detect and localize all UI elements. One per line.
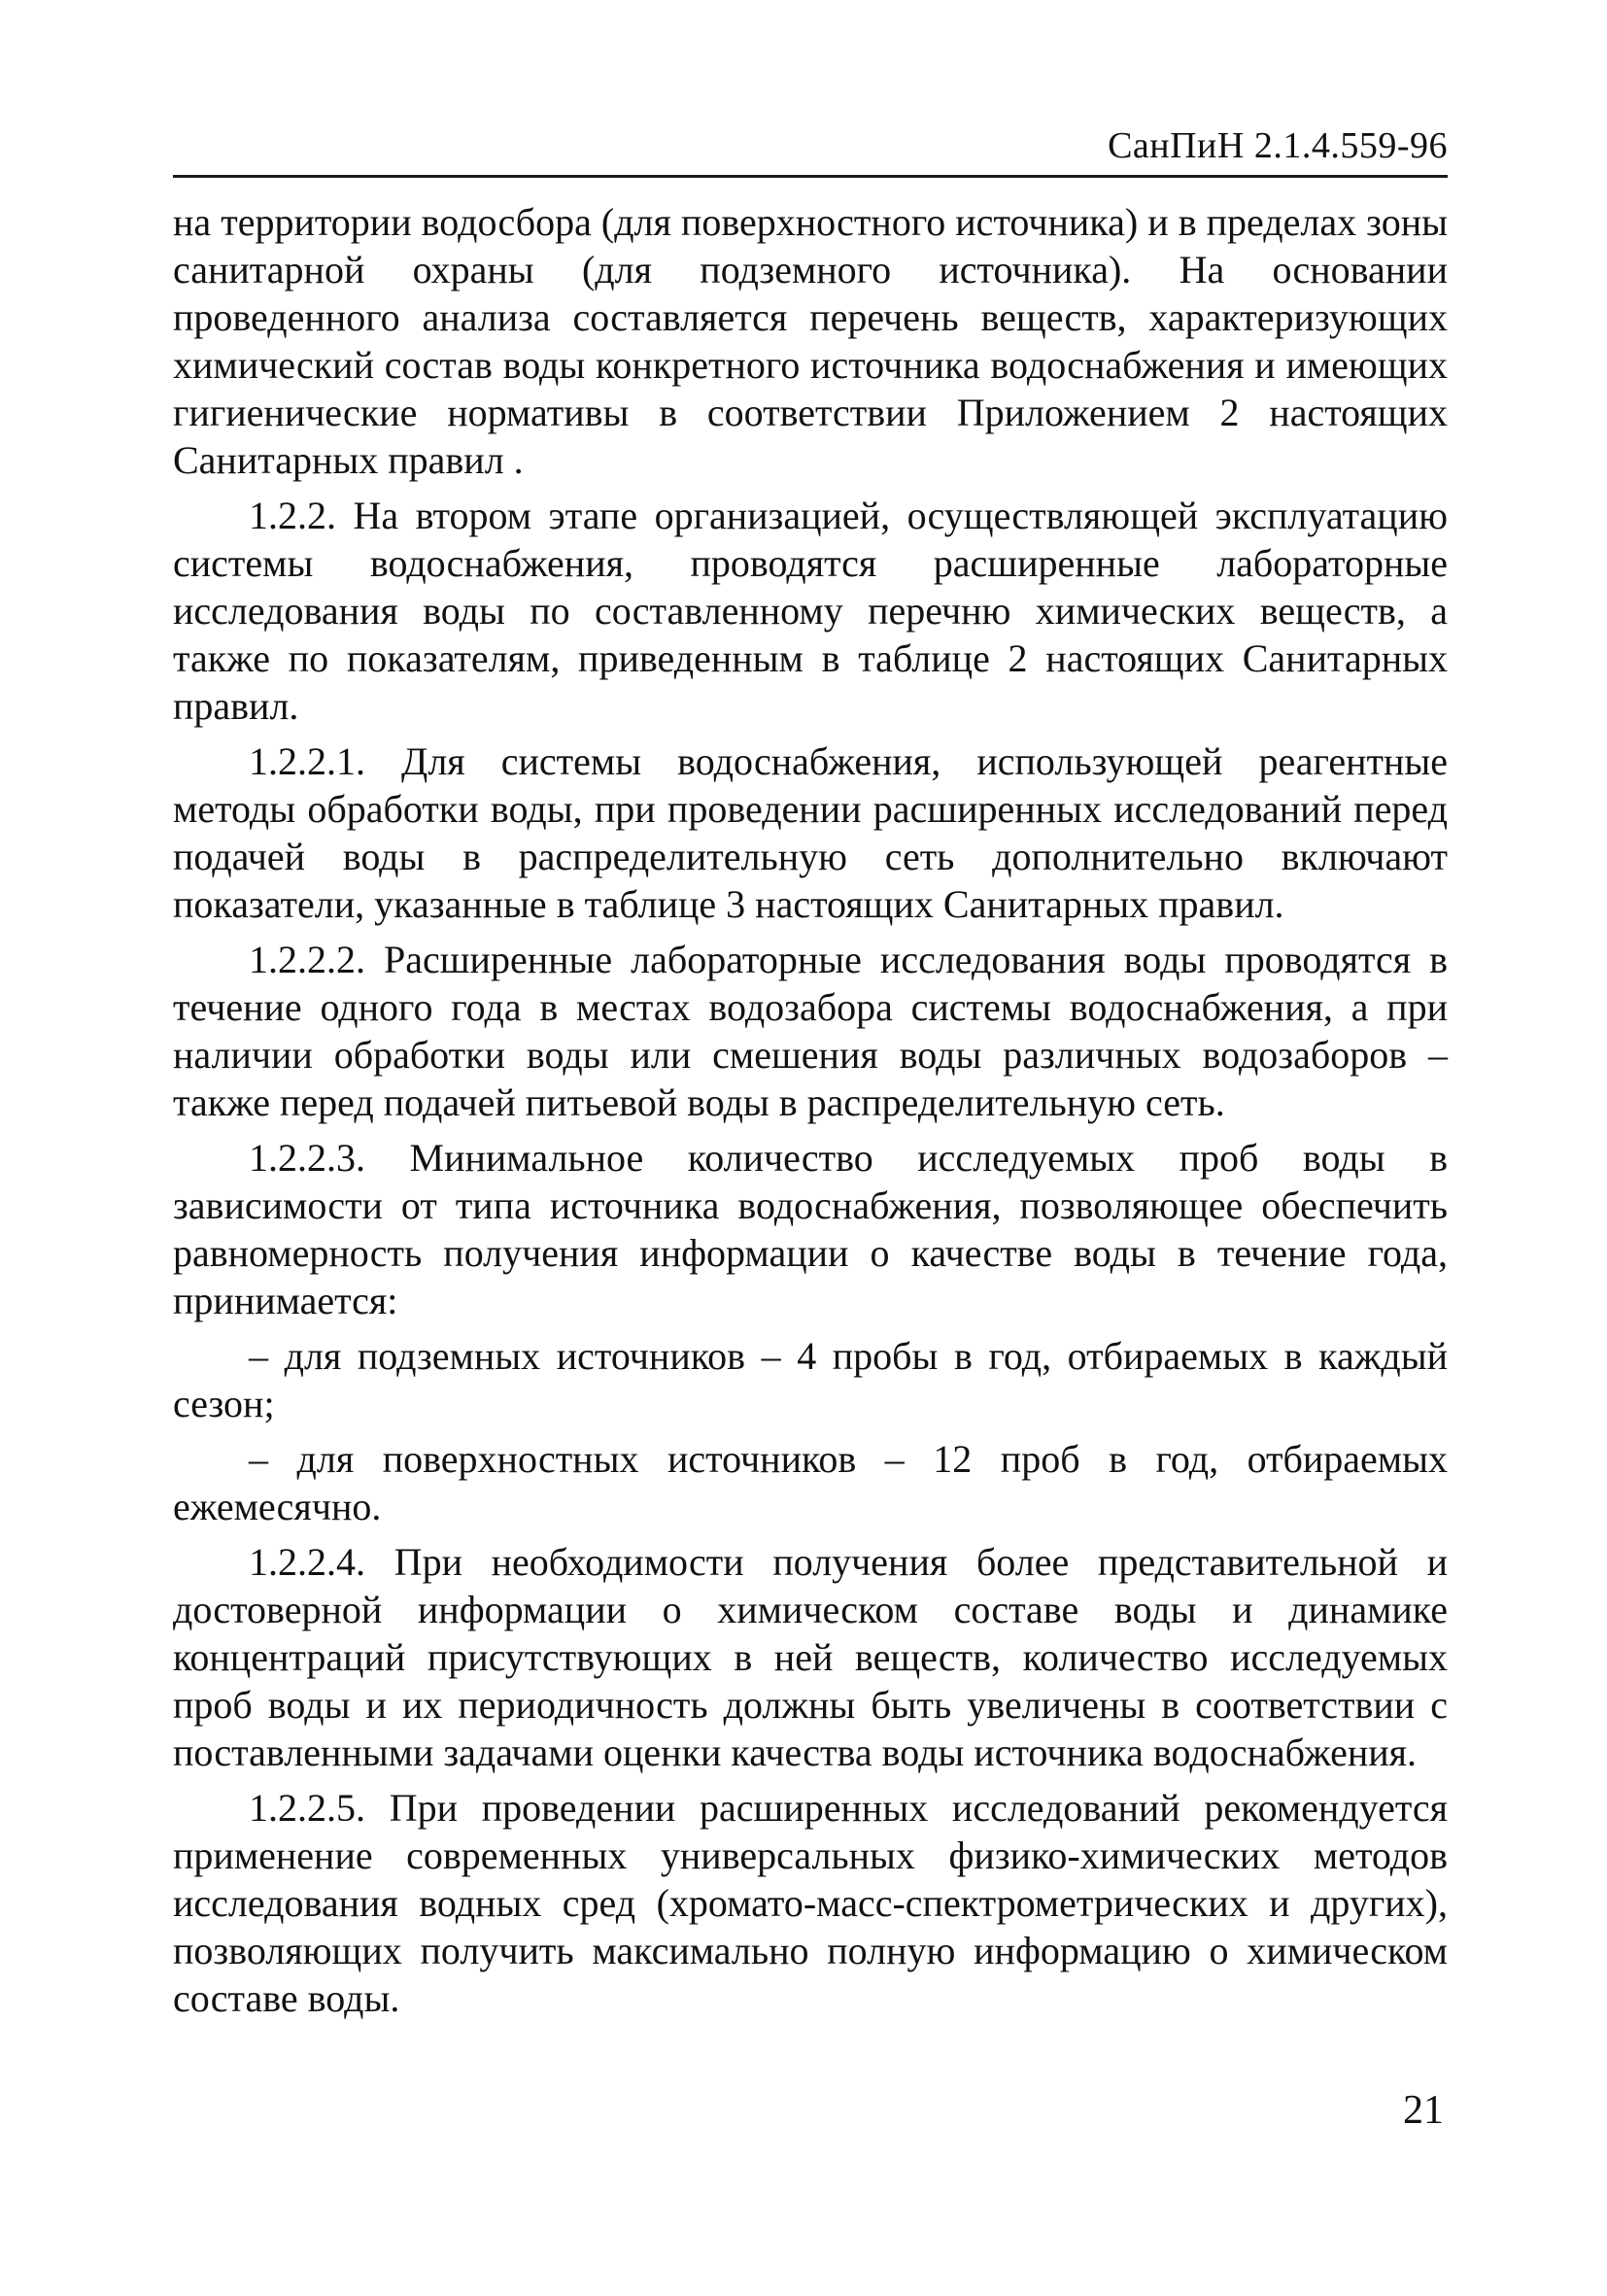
body-text	[173, 198, 1448, 2030]
page-number: 21	[1403, 2088, 1444, 2133]
list-item-underground-sources: – для подземных источников – 4 пробы в год, отбираемых в каждый сезон;	[173, 1334, 1448, 1425]
document-code: СанПиН 2.1.4.559-96	[1108, 125, 1448, 166]
paragraph-1-2-2-3: 1.2.2.3. Минимальное количество исследуемых проб воды в зависимости от типа источника водоснабжения, позволяющее обеспечить равномерность получения информации о качестве воды в течение года, принимается:	[173, 1136, 1448, 1322]
list-item-surface-sources: – для поверхностных источников – 12 проб в год, отбираемых ежемесячно.	[173, 1437, 1448, 1528]
running-header	[173, 117, 1448, 178]
paragraph-continuation: на территории водосбора (для поверхностного источника) и в пределах зоны санитарной охраны (для подземного источника). На основании проведенного анализа составляется перечень веществ, характеризующих химический состав воды конкретного источника водоснабжения и имеющих гигиенические нормативы в соответствии Приложением 2 настоящих Санитарных правил .	[173, 200, 1448, 482]
paragraph-1-2-2-1: 1.2.2.1. Для системы водоснабжения, использующей реагентные методы обработки воды, при проведении расширенных исследований перед подачей воды в распределительную сеть дополнительно включают показатели, указанные в таблице 3 настоящих Санитарных правил.	[173, 739, 1448, 926]
paragraph-1-2-2-2: 1.2.2.2. Расширенные лабораторные исследования воды проводятся в течение одного года в местах водозабора системы водоснабжения, а при наличии обработки воды или смешения воды различных водозаборов – также перед подачей питьевой воды в распределительную сеть.	[173, 938, 1448, 1124]
paragraph-1-2-2-4: 1.2.2.4. При необходимости получения более представительной и достоверной информации о химическом составе воды и динамике концентраций присутствующих в ней веществ, количество исследуемых проб воды и их периодичность должны быть увеличены в соответствии с поставленными задачами оценки качества воды источника водоснабжения.	[173, 1540, 1448, 1774]
paragraph-1-2-2: 1.2.2. На втором этапе организацией, осуществляющей эксплуатацию системы водоснабжения, проводятся расширенные лабораторные исследования воды по составленному перечню химических веществ, а также по показателям, приведенным в таблице 2 настоящих Санитарных правил.	[173, 494, 1448, 728]
paragraph-1-2-2-5: 1.2.2.5. При проведении расширенных исследований рекомендуется применение современных универсальных физико-химических методов исследования водных сред (хромато-масс-спектрометрических и других), позволяющих получить максимально полную информацию о химическом составе воды.	[173, 1786, 1448, 2020]
